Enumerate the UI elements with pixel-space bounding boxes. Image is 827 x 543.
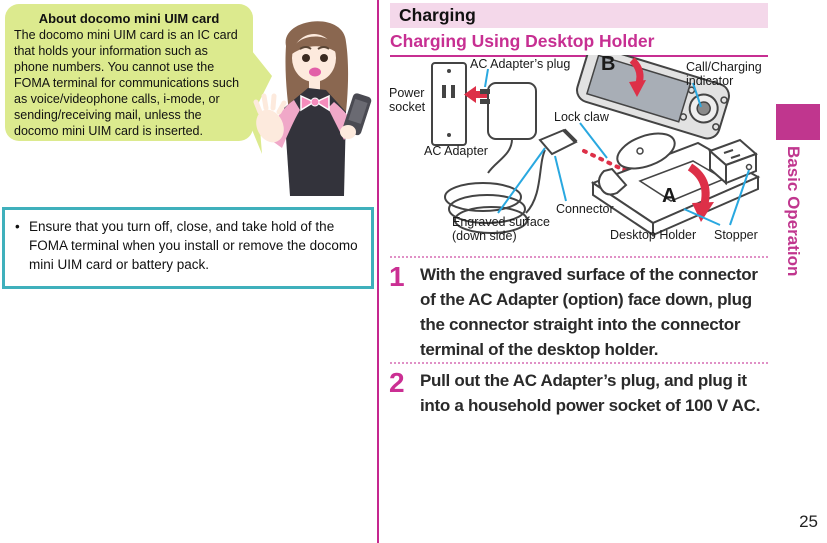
marker-a: A bbox=[662, 185, 677, 207]
label-call-charging-indicator: Call/Charging indicator bbox=[686, 60, 762, 88]
step-text: With the engraved surface of the connector of the AC Adapter (option) face down, plug the connector straight into the connector terminal of the desktop holder. bbox=[420, 265, 758, 359]
label-engraved-surface: Engraved surface (down side) bbox=[452, 215, 550, 243]
page-number: 25 bbox=[799, 512, 818, 531]
caution-note-text: Ensure that you turn off, close, and take hold of the FOMA terminal when you install or remove the docomo mini UIM card or battery pack. bbox=[29, 219, 358, 272]
caution-note-box bbox=[2, 207, 374, 289]
chapter-label: Basic Operation bbox=[784, 146, 803, 277]
step-number: 2 bbox=[389, 367, 405, 398]
section-subtitle: Charging Using Desktop Holder bbox=[390, 31, 768, 57]
label-ac-adapters-plug: AC Adapter’s plug bbox=[470, 57, 571, 71]
speech-bubble-title: About docomo mini UIM card bbox=[38, 11, 220, 26]
section-header-bar bbox=[390, 3, 768, 28]
bullet-icon: • bbox=[15, 219, 20, 234]
charging-diagram bbox=[388, 55, 770, 251]
section-title: Charging bbox=[399, 5, 476, 25]
step-number: 1 bbox=[389, 261, 405, 292]
label-desktop-holder: Desktop Holder bbox=[610, 228, 697, 242]
label-ac-adapter: AC Adapter bbox=[424, 144, 488, 158]
label-lock-claw: Lock claw bbox=[554, 110, 609, 124]
label-stopper: Stopper bbox=[714, 228, 758, 242]
step-text: Pull out the AC Adapter’s plug, and plug it into a household power socket of 100 V AC. bbox=[420, 371, 761, 415]
chapter-tab bbox=[776, 104, 820, 140]
step-separator bbox=[390, 256, 768, 258]
label-connector: Connector bbox=[556, 202, 614, 216]
speech-bubble bbox=[5, 4, 253, 141]
woman-illustration bbox=[248, 8, 374, 198]
label-power-socket: Power socket bbox=[389, 86, 426, 114]
step-separator bbox=[390, 362, 768, 364]
column-divider bbox=[377, 0, 379, 543]
marker-b: B bbox=[601, 53, 616, 75]
speech-bubble-body: The docomo mini UIM card is an IC card that holds your information such as phone numbers. You cannot use the FOMA terminal for communications such as voice/videophone calls, i-mode, or sending/receiving mail, unless the docomo mini UIM card is inserted. bbox=[14, 28, 240, 138]
